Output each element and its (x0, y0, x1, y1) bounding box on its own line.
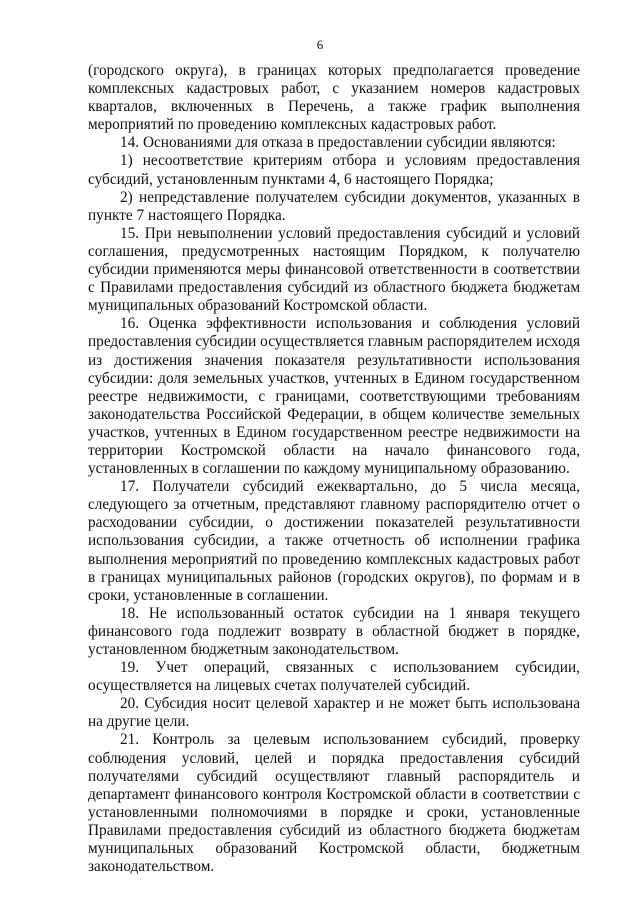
paragraph-15 (88, 225, 580, 315)
text-line: следующего за отчетным, представляют главному распорядителю отчет о (88, 496, 580, 514)
text-line: получателями субсидий осуществляют главный распорядитель и (88, 767, 580, 785)
text-line: законодательством. (88, 858, 215, 876)
text-line: расходовании субсидии, о достижении показателей результативности (88, 514, 580, 532)
text-line: субсидий, установленным пунктами 4, 6 настоящего Порядка; (88, 170, 494, 188)
text-line: мероприятий по проведению комплексных кадастровых работ. (88, 116, 497, 134)
page-number: 6 (316, 37, 324, 52)
document-body (88, 62, 580, 876)
text-line: использования субсидии, а также отчетность об исполнении графика (88, 532, 580, 550)
text-line: выполнения мероприятий по проведению комплексных кадастровых работ (88, 550, 580, 568)
paragraph-17 (88, 478, 580, 605)
text-line: участков, учтенных в Едином государственном реестре недвижимости на (88, 423, 580, 441)
text-line: финансового года подлежит возврату в областной бюджет в порядке, (88, 622, 580, 640)
paragraph-20 (88, 695, 580, 731)
text-line: 1) несоответствие критериям отбора и условиям предоставления (120, 152, 580, 170)
paragraph-18 (88, 605, 580, 659)
paragraph-16 (88, 315, 580, 478)
text-line: субсидии применяются меры финансовой ответственности в соответствии (88, 261, 580, 279)
text-line: соглашения, предусмотренных настоящим Порядком, к получателю (88, 242, 580, 260)
text-line: в границах муниципальных районов (городских округов), по формам и в (88, 568, 580, 586)
text-line: субсидии: доля земельных участков, учтенных в Едином государственном (88, 369, 580, 387)
text-line: 21. Контроль за целевым использованием субсидий, проверку (120, 731, 580, 749)
text-line: 17. Получатели субсидий ежеквартально, до 5 числа месяца, (120, 478, 580, 496)
text-line: с Правилами предоставления субсидий из областного бюджета бюджетам (88, 279, 580, 297)
paragraph-14 (88, 134, 580, 152)
text-line: установленных в соглашении по каждому муниципальному образованию. (88, 460, 570, 478)
text-line: 2) непредставление получателем субсидии документов, указанных в (120, 188, 580, 206)
text-line: 18. Не использованный остаток субсидии на 1 января текущего (120, 604, 580, 622)
text-line: муниципальных образований Костромской области, бюджетным (88, 840, 580, 858)
paragraph-14-item-1 (88, 152, 580, 188)
text-line: 19. Учет операций, связанных с использованием субсидии, (120, 659, 580, 677)
paragraph-14-item-2 (88, 189, 580, 225)
paragraph-continuation (88, 62, 580, 134)
text-line: комплексных кадастровых работ, с указанием номеров кадастровых (88, 80, 580, 98)
text-line: установленном бюджетным законодательством. (88, 641, 399, 658)
text-line: 15. При невыполнении условий предоставления субсидий и условий (120, 224, 580, 242)
paragraph-21 (88, 731, 580, 876)
text-line: департамент финансового контроля Костромской области в соответствии с (88, 785, 580, 803)
text-line: на другие цели. (88, 713, 190, 731)
text-line: 16. Оценка эффективности использования и соблюдения условий (120, 315, 580, 333)
text-line: 14. Основаниями для отказа в предоставлении субсидии являются: (120, 134, 556, 152)
paragraph-19 (88, 659, 580, 695)
text-line: соблюдения условий, целей и порядка предоставления субсидий (88, 749, 580, 767)
text-line: кварталов, включенных в Перечень, а также график выполнения (88, 98, 580, 116)
text-line: муниципальных образований Костромской области. (88, 297, 428, 315)
text-line: 20. Субсидия носит целевой характер и не может быть использована (120, 695, 580, 713)
text-line: реестре недвижимости, с границами, соответствующими требованиям (88, 387, 580, 405)
text-line: территории Костромской области на начало финансового года, (88, 441, 580, 459)
text-line: из достижения значения показателя результативности использования (88, 351, 580, 369)
text-line: осуществляется на лицевых счетах получателей субсидий. (88, 677, 471, 695)
text-line: (городского округа), в границах которых предполагается проведение (88, 62, 580, 79)
text-line: предоставления субсидии осуществляется главным распорядителем исходя (88, 333, 580, 351)
text-line: Правилами предоставления субсидий из областного бюджета бюджетам (88, 821, 580, 839)
text-line: пункте 7 настоящего Порядка. (88, 206, 286, 224)
text-line: законодательства Российской Федерации, в общем количестве земельных (88, 405, 580, 423)
text-line: сроки, установленные в соглашении. (88, 586, 329, 604)
text-line: установленными полномочиями в порядке и сроки, установленные (88, 803, 580, 821)
